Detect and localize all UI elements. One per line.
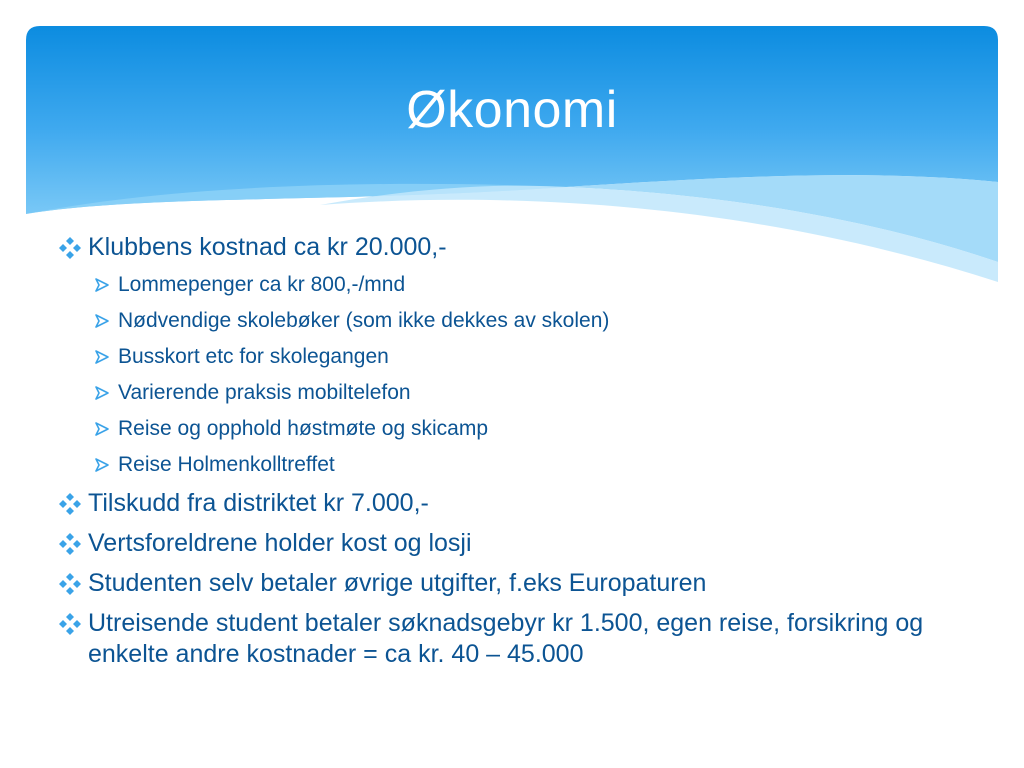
arrow-bullet-icon (94, 421, 110, 437)
list-item (58, 232, 978, 263)
list-item (58, 608, 978, 670)
sub-list-item (58, 380, 978, 406)
sub-list-item (58, 452, 978, 478)
arrow-bullet-icon (94, 349, 110, 365)
slide-title: Økonomi (406, 81, 618, 139)
sub-list-item (58, 272, 978, 298)
diamond-cluster-bullet-icon (58, 612, 82, 636)
list-item (58, 488, 978, 519)
sub-list-item (58, 308, 978, 334)
diamond-cluster-bullet-icon (58, 492, 82, 516)
diamond-cluster-bullet-icon (58, 236, 82, 260)
arrow-bullet-icon (94, 385, 110, 401)
list-item-text: Utreisende student betaler søknadsgebyr kr 1.500, egen reise, forsikring og enkelte andre kostnader = ca kr. 40 – 45.000 (88, 609, 924, 668)
bullet-list (58, 232, 978, 679)
list-item (58, 568, 978, 599)
sub-list-item (58, 344, 978, 370)
sub-list-item-text: Varierende praksis mobiltelefon (118, 381, 411, 404)
sub-list-item-text: Lommepenger ca kr 800,-/mnd (118, 273, 406, 296)
arrow-bullet-icon (94, 277, 110, 293)
sub-list-item (58, 416, 978, 442)
list-item-text: Klubbens kostnad ca kr 20.000,- (88, 233, 447, 261)
arrow-bullet-icon (94, 457, 110, 473)
sub-list-item-text: Reise Holmenkolltreffet (118, 453, 335, 476)
arrow-bullet-icon (94, 313, 110, 329)
list-item (58, 528, 978, 559)
diamond-cluster-bullet-icon (58, 532, 82, 556)
list-item-text: Tilskudd fra distriktet kr 7.000,- (88, 489, 429, 517)
sub-list-item-text: Nødvendige skolebøker (som ikke dekkes av skolen) (118, 309, 610, 332)
diamond-cluster-bullet-icon (58, 572, 82, 596)
list-item-text: Studenten selv betaler øvrige utgifter, f.eks Europaturen (88, 569, 707, 597)
sub-list-item-text: Busskort etc for skolegangen (118, 345, 389, 368)
sub-list-item-text: Reise og opphold høstmøte og skicamp (118, 417, 489, 440)
list-item-text: Vertsforeldrene holder kost og losji (88, 529, 472, 557)
